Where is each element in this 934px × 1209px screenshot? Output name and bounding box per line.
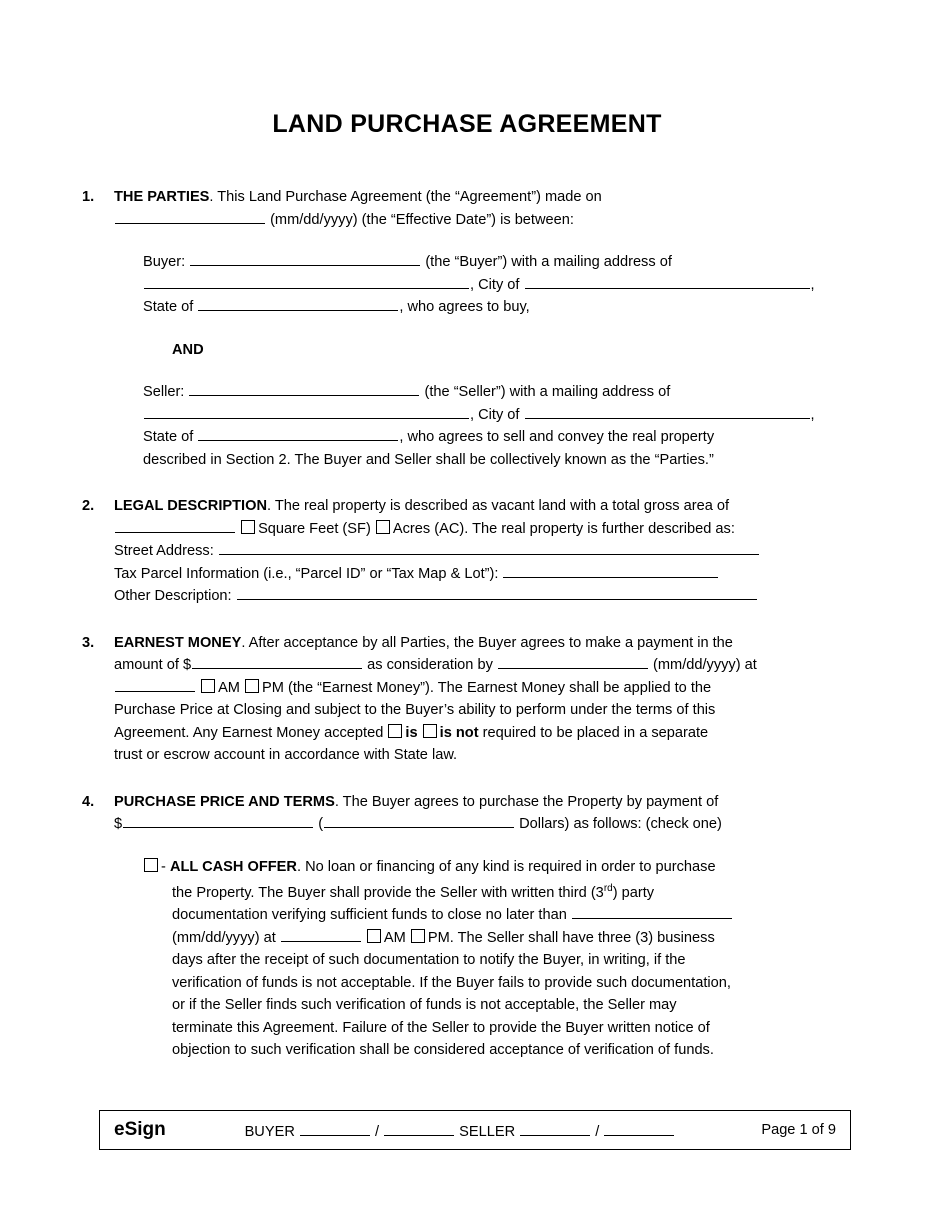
section-text: , who agrees to buy, xyxy=(399,299,530,315)
section-heading: EARNEST MONEY xyxy=(114,634,242,651)
checkbox-is[interactable] xyxy=(388,724,402,738)
option-heading: ALL CASH OFFER xyxy=(169,858,297,875)
page-title: LAND PURCHASE AGREEMENT xyxy=(272,110,662,138)
option-text: terminate this Agreement. Failure of the Seller to provide the Buyer written notice of xyxy=(172,1019,710,1036)
checkbox-all-cash-offer[interactable] xyxy=(144,858,158,872)
other-description-label: Other Description: xyxy=(114,588,232,604)
seller-name-field[interactable] xyxy=(189,381,419,396)
section-text: . This Land Purchase Agreement (the “Agreement”) made on xyxy=(209,189,602,205)
checkbox-earnest-pm[interactable] xyxy=(245,679,259,693)
seller-address-field[interactable] xyxy=(144,404,469,419)
section-text: Purchase Price at Closing and subject to the Buyer’s ability to perform under the terms of this xyxy=(114,702,716,718)
option-text: days after the receipt of such documentation to notify the Buyer, in writing, if the xyxy=(172,952,686,969)
section-heading: THE PARTIES xyxy=(114,189,210,205)
checkbox-cash-offer-pm-label: PM xyxy=(427,929,450,946)
section-text: required to be placed in a separate xyxy=(482,724,709,741)
purchase-price-words-field[interactable] xyxy=(324,813,514,828)
option-text: ) party xyxy=(612,884,655,901)
section-text: described in Section 2. The Buyer and Seller shall be collectively known as the “Parties.” xyxy=(143,451,714,468)
section-number: 1. xyxy=(82,189,95,205)
option-text: or if the Seller finds such verification of funds is not acceptable, the Seller may xyxy=(172,997,677,1014)
option-all-cash-offer xyxy=(143,856,852,1062)
footer-buyer-label: BUYER xyxy=(244,1123,295,1140)
earnest-amount-label: amount of $ xyxy=(114,657,192,673)
section-text: , xyxy=(810,276,815,293)
seller-state-label: State of xyxy=(143,429,194,445)
option-text: . No loan or financing of any kind is required in order to purchase xyxy=(296,858,716,875)
buyer-state-label: State of xyxy=(143,299,194,315)
buyer-label: Buyer: xyxy=(143,254,186,270)
checkbox-square-feet-label: Square Feet (SF) xyxy=(258,520,371,537)
page-number: Page 1 of 9 xyxy=(761,1122,836,1138)
section-text: trust or escrow account in accordance with State law. xyxy=(114,747,458,763)
cash-offer-time-field[interactable] xyxy=(281,927,361,942)
buyer-name-field[interactable] xyxy=(190,251,420,266)
checkbox-earnest-am-label: AM xyxy=(218,679,240,696)
option-text: documentation verifying sufficient funds to close no later than xyxy=(172,907,567,924)
option-text: objection to such verification shall be considered acceptance of verification of funds. xyxy=(172,1042,714,1059)
option-text: verification of funds is not acceptable. If the Buyer fails to provide such documentation, xyxy=(172,974,731,991)
checkbox-cash-offer-pm[interactable] xyxy=(411,929,425,943)
section-legal-description xyxy=(82,495,852,608)
other-description-field[interactable] xyxy=(237,585,757,600)
option-text: (mm/dd/yyyy) at xyxy=(172,929,276,946)
checkbox-square-feet[interactable] xyxy=(241,520,255,534)
section-text: as consideration by xyxy=(367,657,493,673)
section-text: (the “Seller”) with a mailing address of xyxy=(424,384,671,400)
effective-date-field[interactable] xyxy=(115,209,265,224)
section-heading: LEGAL DESCRIPTION xyxy=(114,498,267,514)
section-heading: PURCHASE PRICE AND TERMS xyxy=(114,793,335,810)
section-text: . After acceptance by all Parties, the Buyer agrees to make a payment in the xyxy=(241,634,733,651)
option-text: . The Seller shall have three (3) business xyxy=(449,929,715,946)
document-body xyxy=(82,186,852,1062)
footer-seller-initial-field[interactable] xyxy=(520,1121,590,1136)
section-number: 2. xyxy=(82,498,95,514)
checkbox-acres[interactable] xyxy=(376,520,390,534)
section-text: , xyxy=(810,406,815,423)
checkbox-earnest-am[interactable] xyxy=(201,679,215,693)
checkbox-acres-label: Acres (AC) xyxy=(392,520,465,537)
purchase-price-field[interactable] xyxy=(123,813,313,828)
street-address-field[interactable] xyxy=(219,540,759,555)
section-text: (mm/dd/yyyy) at xyxy=(653,657,757,673)
section-text: ( xyxy=(318,816,324,832)
footer-buyer-initial-field[interactable] xyxy=(300,1121,370,1136)
section-text: , City of xyxy=(470,406,520,423)
section-text: , who agrees to sell and convey the real property xyxy=(399,429,715,445)
earnest-time-field[interactable] xyxy=(115,677,195,692)
section-text: Dollars) as follows: (check one) xyxy=(519,816,722,832)
section-number: 4. xyxy=(82,793,95,810)
page-footer xyxy=(99,1110,851,1150)
section-text: (the “Buyer”) with a mailing address of xyxy=(425,254,672,270)
earnest-date-field[interactable] xyxy=(498,654,648,669)
footer-seller-initial-field-2[interactable] xyxy=(604,1121,674,1136)
buyer-address-field[interactable] xyxy=(144,274,469,289)
section-text: Agreement. Any Earnest Money accepted xyxy=(114,724,384,741)
section-text: (the “Earnest Money”). The Earnest Money shall be applied to the xyxy=(287,679,712,696)
section-earnest-money xyxy=(82,632,852,767)
section-the-parties xyxy=(82,186,852,471)
section-text: , City of xyxy=(470,276,520,293)
section-text: (mm/dd/yyyy) (the “Effective Date”) is between: xyxy=(270,211,574,228)
earnest-amount-field[interactable] xyxy=(192,654,362,669)
seller-city-field[interactable] xyxy=(525,404,810,419)
footer-separator: / xyxy=(374,1123,380,1140)
buyer-city-field[interactable] xyxy=(525,274,810,289)
option-dash: - xyxy=(161,858,166,875)
tax-parcel-label: Tax Parcel Information (i.e., “Parcel ID” or “Tax Map & Lot”): xyxy=(114,565,499,582)
gross-area-field[interactable] xyxy=(115,518,235,533)
footer-separator-2: / xyxy=(595,1123,600,1140)
checkbox-cash-offer-am[interactable] xyxy=(367,929,381,943)
section-purchase-price-and-terms xyxy=(82,791,852,1062)
checkbox-is-label: is xyxy=(405,724,418,741)
footer-buyer-initial-field-2[interactable] xyxy=(384,1121,454,1136)
buyer-state-field[interactable] xyxy=(198,296,398,311)
street-address-label: Street Address: xyxy=(114,543,214,559)
esign-logo: eSign xyxy=(114,1119,166,1140)
section-number: 3. xyxy=(82,634,95,651)
checkbox-earnest-pm-label: PM xyxy=(262,679,284,696)
seller-state-field[interactable] xyxy=(198,426,398,441)
section-text: . The real property is described as vacant land with a total gross area of xyxy=(266,498,730,514)
tax-parcel-field[interactable] xyxy=(503,563,718,578)
purchase-price-currency: $ xyxy=(114,816,123,832)
section-text: . The Buyer agrees to purchase the Property by payment of xyxy=(334,793,719,810)
signature-line xyxy=(234,1121,686,1140)
seller-label: Seller: xyxy=(143,384,185,400)
checkbox-is-not[interactable] xyxy=(423,724,437,738)
option-text-sup: rd xyxy=(603,883,613,894)
section-text: . The real property is further described as: xyxy=(464,520,735,537)
option-text: the Property. The Buyer shall provide the Seller with written third (3 xyxy=(172,884,604,901)
checkbox-is-not-label: is not xyxy=(439,724,479,741)
footer-seller-label: SELLER xyxy=(459,1123,516,1140)
checkbox-cash-offer-am-label: AM xyxy=(383,929,406,946)
cash-offer-date-field[interactable] xyxy=(572,904,732,919)
and-label: AND xyxy=(172,341,204,358)
